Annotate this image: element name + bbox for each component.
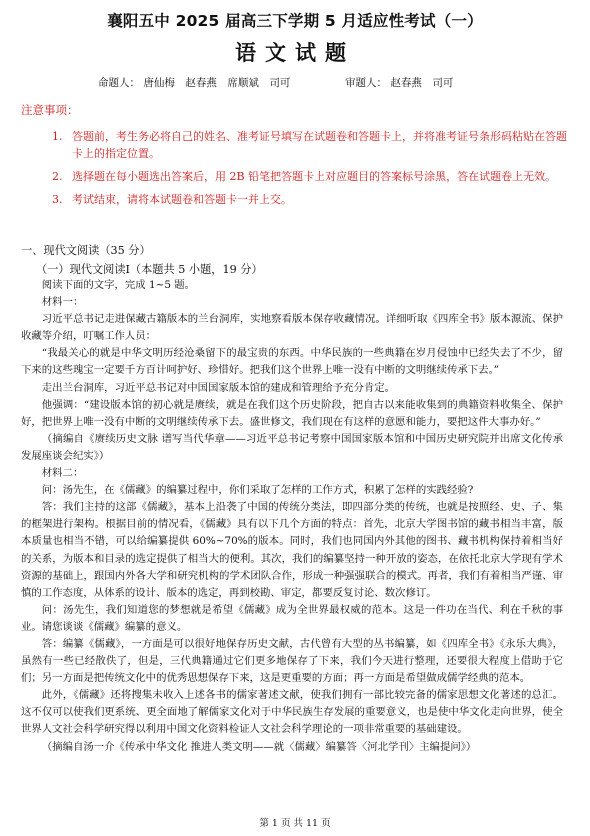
notice-heading: 注意事项： (21, 103, 79, 117)
passage-paragraph: 问：汤先生，在《儒藏》的编纂过程中，你们采取了怎样的工作方式，积累了怎样的实践经验? (41, 484, 474, 497)
passage-paragraph: 答：我们主持的这部《儒藏》，基本上沿袭了中国的传统分类法，即四部分类的传统，也就是按照经、史、子、集的框架进行架构。根据目前的情况看，《儒藏》具有以下几个方面的特点：首先，北京大学图书馆的藏书相当丰富，版本质量也相当不错，可以给编纂提供 60%~70%的版本。同时，我们也同国内外其他的图书、藏书机构保持着相当好的关系，为版本和目录的选定提供了相当大的便利。其次，我们的编纂坚持一种开放的姿态，在依托北京大学现有学术资源的基础上，跟国内外各大学和研究机构的学术团队合作，形成一种强强联合的模式。再者，我们有着相当严谨、审慎的工作态度，从体系的设计、版本的选定，再到校勘、审定，都要反复讨论、数次修订。 (21, 501, 563, 599)
reviewers-names: 赵春燕 司可 (390, 77, 454, 89)
notice-number: 2. (52, 170, 63, 183)
passage-paragraph: 问：汤先生，我们知道您的梦想就是希望《儒藏》成为全世界最权威的范本。这是一件功在当代、利在千秋的事业。请您谈谈《儒藏》编纂的意义。 (21, 603, 563, 633)
material-label: 材料二： (41, 467, 84, 480)
page-footer: 第 1 页 共 11 页 (259, 818, 331, 829)
passage-paragraph: 习近平总书记走进保藏古籍版本的兰台洞库，实地察看版本保存收藏情况。详细听取《四库全书》版本源流、保护收藏等介绍，叮嘱工作人员： (21, 313, 563, 343)
source-citation: （摘编自汤一介《传承中华文化 推进人类文明——就〈儒藏〉编纂答〈河北学刊〉主编提问》） (41, 740, 477, 753)
passage-paragraph: 此外，《儒藏》还将搜集未收入上述各书的儒家著述文献，使我们拥有一部比较完备的儒家思想文化著述的总汇。这不仅可以使我们更系统、更全面地了解儒家文化对于中华民族生存发展的重要意义，也是使中华文化走向世界，使全世界人文社会科学研究得以利用中国文化资料检证人文社会科学理论的一项非常重要的基础建设。 (21, 689, 563, 736)
notice-number: 3. (52, 193, 63, 206)
authors-names: 唐仙梅 赵春燕 席顺斌 司可 (143, 77, 291, 89)
subject-title: 语文试题 (235, 41, 355, 65)
passage-paragraph: “我最关心的就是中华文明历经沧桑留下的最宝贵的东西。中华民族的一些典籍在岁月侵蚀中已经失去了不少，留下来的这些瑰宝一定要千方百计呵护好、珍惜好。把我们这个世界上唯一没有中断的文明继续传承下去。” (21, 347, 563, 377)
notice-text: 选择题在每小题选出答案后，用 2B 铅笔把答题卡上对应题目的答案标号涂黑，答在试题卷上无效。 (72, 170, 557, 183)
subsection-heading: （一）现代文阅读Ⅰ（本题共 5 小题，19 分） (36, 263, 263, 276)
reviewers-label: 审题人： (345, 77, 388, 89)
authors-line (0, 75, 590, 90)
notice-number: 1. (52, 130, 63, 143)
passage-paragraph: 他强调：“建设版本馆的初心就是赓续，就是在我们这个历史阶段，把自古以来能收集到的典籍资料收集全、保护好，把世界上唯一没有中断的文明继续传承下去。盛世修文，我们现在有这样的意愿和能力，要把这件大事办好。” (21, 398, 563, 428)
passage-paragraph: 答：编纂《儒藏》，一方面是可以很好地保存历史文献，古代曾有大型的丛书编纂，如《四库全书》《永乐大典》，虽然有一些已经散佚了，但是，三代典籍通过它们更多地保存了下来，我们今天进行整理，还要很大程度上借助于它们；另一方面是把传统文化中的优秀思想保存下来，这是更重要的方面；再一方面是希望做成儒学经典的范本。 (21, 637, 563, 685)
authors-label: 命题人： (98, 77, 140, 89)
instruction-paragraph: 阅读下面的文字，完成 1~5 题。 (41, 279, 196, 291)
material-label: 材料一： (41, 296, 84, 309)
notice-text: 答题前，考生务必将自己的姓名、准考证号填写在试题卷和答题卡上，并将准考证号条形码粘贴在答题卡上的指定位置。 (72, 130, 567, 160)
notice-list (0, 128, 590, 208)
notice-item (0, 128, 590, 162)
source-citation: （摘编自《赓续历史文脉 谱写当代华章——习近平总书记考察中国国家版本馆和中国历史研究院并出席文化传承发展座谈会纪实》） (21, 432, 563, 462)
reading-passage (0, 277, 590, 756)
notice-item (0, 191, 590, 208)
section-heading: 一、现代文阅读（35 分） (21, 244, 151, 257)
passage-paragraph: 走出兰台洞库，习近平总书记对中国国家版本馆的建成和管理给予充分肯定。 (41, 381, 396, 394)
notice-item (0, 168, 590, 185)
notice-text: 考试结束，请将本试题卷和答题卡一并上交。 (72, 193, 292, 206)
exam-title: 襄阳五中 2025 届高三下学期 5 月适应性考试（一） (107, 12, 483, 30)
